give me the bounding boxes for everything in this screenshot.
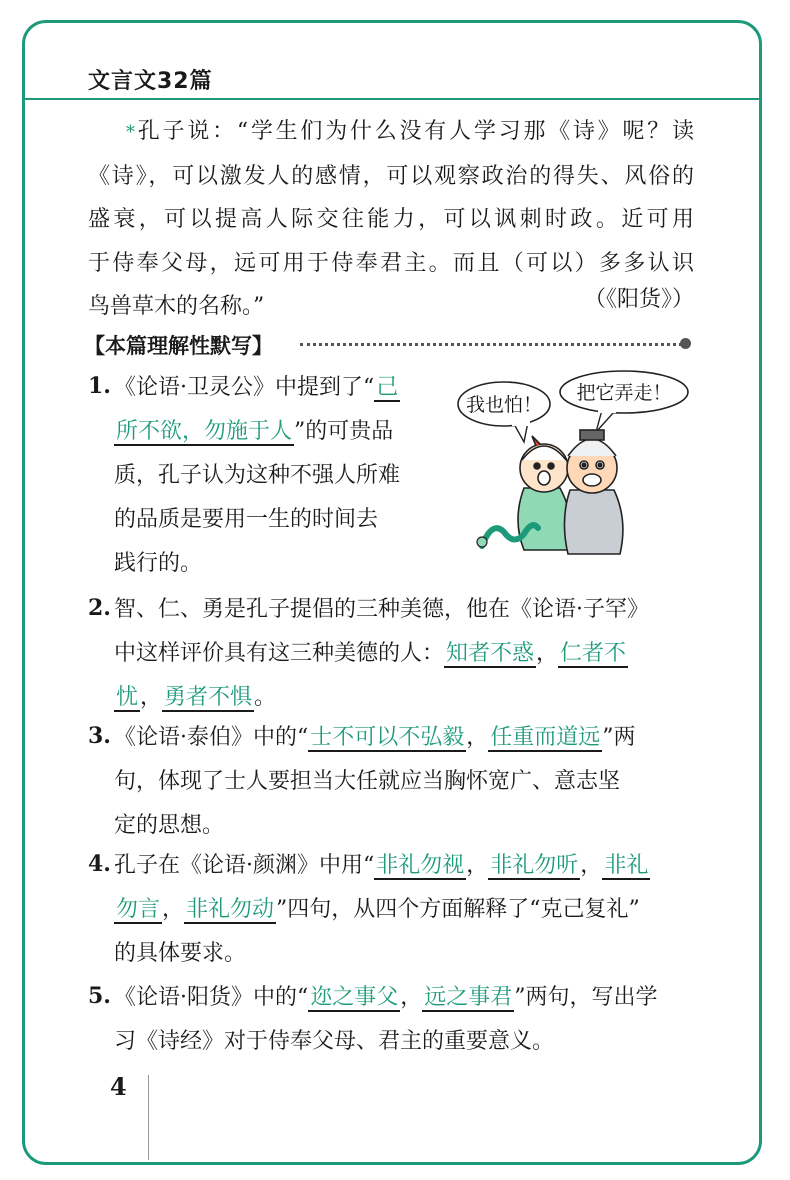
svg-text:我也怕！: 我也怕！ <box>465 394 543 416</box>
item-1-line-1: 《论语·卫灵公》中提到了“己 <box>114 375 399 400</box>
section-rule-end-dot <box>680 338 691 349</box>
star-marker-icon: * <box>126 122 135 143</box>
answer-blank: 己 <box>376 375 399 400</box>
item-1-line-3: 质，孔子认为这种不强人所难 <box>114 463 401 488</box>
page-number-divider <box>148 1075 149 1160</box>
item-4-number: 4. <box>88 851 111 877</box>
item-4-line-1: 孔子在《论语·颜渊》中用“非礼勿视，非礼勿听，非礼 <box>114 853 649 878</box>
item-4-line-2: 勿言，非礼勿动”四句，从四个方面解释了“克己复礼” <box>116 897 640 922</box>
item-1-text <box>114 366 444 586</box>
item-3-number: 3. <box>88 723 111 749</box>
item-1-line-2: 所不欲，勿施于人”的可贵品 <box>116 419 394 444</box>
page-number: 4 <box>110 1072 127 1101</box>
intro-source: （《阳货》） <box>583 287 694 312</box>
item-1-line-4: 的品质是要用一生的时间去 <box>114 507 379 532</box>
item-5-text <box>114 976 694 1064</box>
header-divider <box>25 98 759 100</box>
item-2-line-1: 智、仁、勇是孔子提倡的三种美德，他在《论语·子罕》 <box>114 597 649 622</box>
item-2-number: 2. <box>88 595 111 621</box>
intro-line-5: 鸟兽草木的名称。” <box>88 294 265 319</box>
item-3-line-3: 定的思想。 <box>114 813 225 838</box>
intro-line-2: 《诗》，可以激发人的感情，可以观察政治的得失、风俗的 <box>88 163 694 189</box>
speech-bubble-right <box>560 371 688 432</box>
answer-blank: 远之事君 <box>424 985 513 1010</box>
intro-line-4: 于侍奉父母，远可用于侍奉君主。而且（可以）多多认识 <box>88 250 694 276</box>
item-4-text <box>114 844 694 976</box>
answer-blank: 非礼勿视 <box>376 853 465 878</box>
item-2-line-2: 中这样评价具有这三种美德的人：知者不惑，仁者不 <box>114 641 627 666</box>
answer-blank: 勇者不惧 <box>164 685 253 710</box>
item-1-number: 1. <box>88 373 111 399</box>
item-5-line-2: 习《诗经》对于侍奉父母、君主的重要意义。 <box>114 1029 555 1054</box>
answer-blank: 迩之事父 <box>310 985 399 1010</box>
item-3-line-2: 句，体现了士人要担当大任就应当胸怀宽广、意志坚 <box>114 769 621 794</box>
item-3-line-1: 《论语·泰伯》中的“士不可以不弘毅，任重而道远”两 <box>114 725 636 750</box>
item-2-line-3: 忧，勇者不惧。 <box>116 685 277 710</box>
intro-line-3: 盛衰，可以提高人际交往能力，可以讽刺时政。近可用 <box>88 207 694 232</box>
answer-blank: 非礼勿动 <box>186 897 275 922</box>
answer-blank: 勿言 <box>116 897 161 922</box>
intro-line-1: *孔子说：“学生们为什么没有人学习那《诗》呢？读 <box>126 119 694 144</box>
answer-blank: 忧 <box>116 685 139 710</box>
answer-blank: 非礼勿听 <box>490 853 579 878</box>
svg-text:把它弄走！: 把它弄走！ <box>576 382 672 404</box>
section-title: 【本篇理解性默写】 <box>84 334 273 358</box>
speech-bubble-left <box>458 382 550 442</box>
cartoon-illustration <box>452 370 702 560</box>
item-5-number: 5. <box>88 983 111 1009</box>
answer-blank: 士不可以不弘毅 <box>310 725 465 750</box>
page-header-title: 文言文32篇 <box>88 69 213 94</box>
item-5-line-1: 《论语·阳货》中的“迩之事父，远之事君”两句，写出学 <box>114 985 658 1010</box>
answer-blank: 知者不惑 <box>446 641 535 666</box>
answer-blank: 所不欲，勿施于人 <box>116 419 293 444</box>
section-dotted-rule <box>300 343 682 346</box>
answer-blank: 任重而道远 <box>490 725 601 750</box>
item-3-text <box>114 716 694 848</box>
answer-blank: 非礼 <box>604 853 649 878</box>
item-2-text <box>114 588 694 720</box>
item-4-line-3: 的具体要求。 <box>114 941 247 966</box>
answer-blank: 仁者不 <box>560 641 627 666</box>
student-right-figure <box>564 430 622 554</box>
item-1-line-5: 践行的。 <box>114 551 203 576</box>
